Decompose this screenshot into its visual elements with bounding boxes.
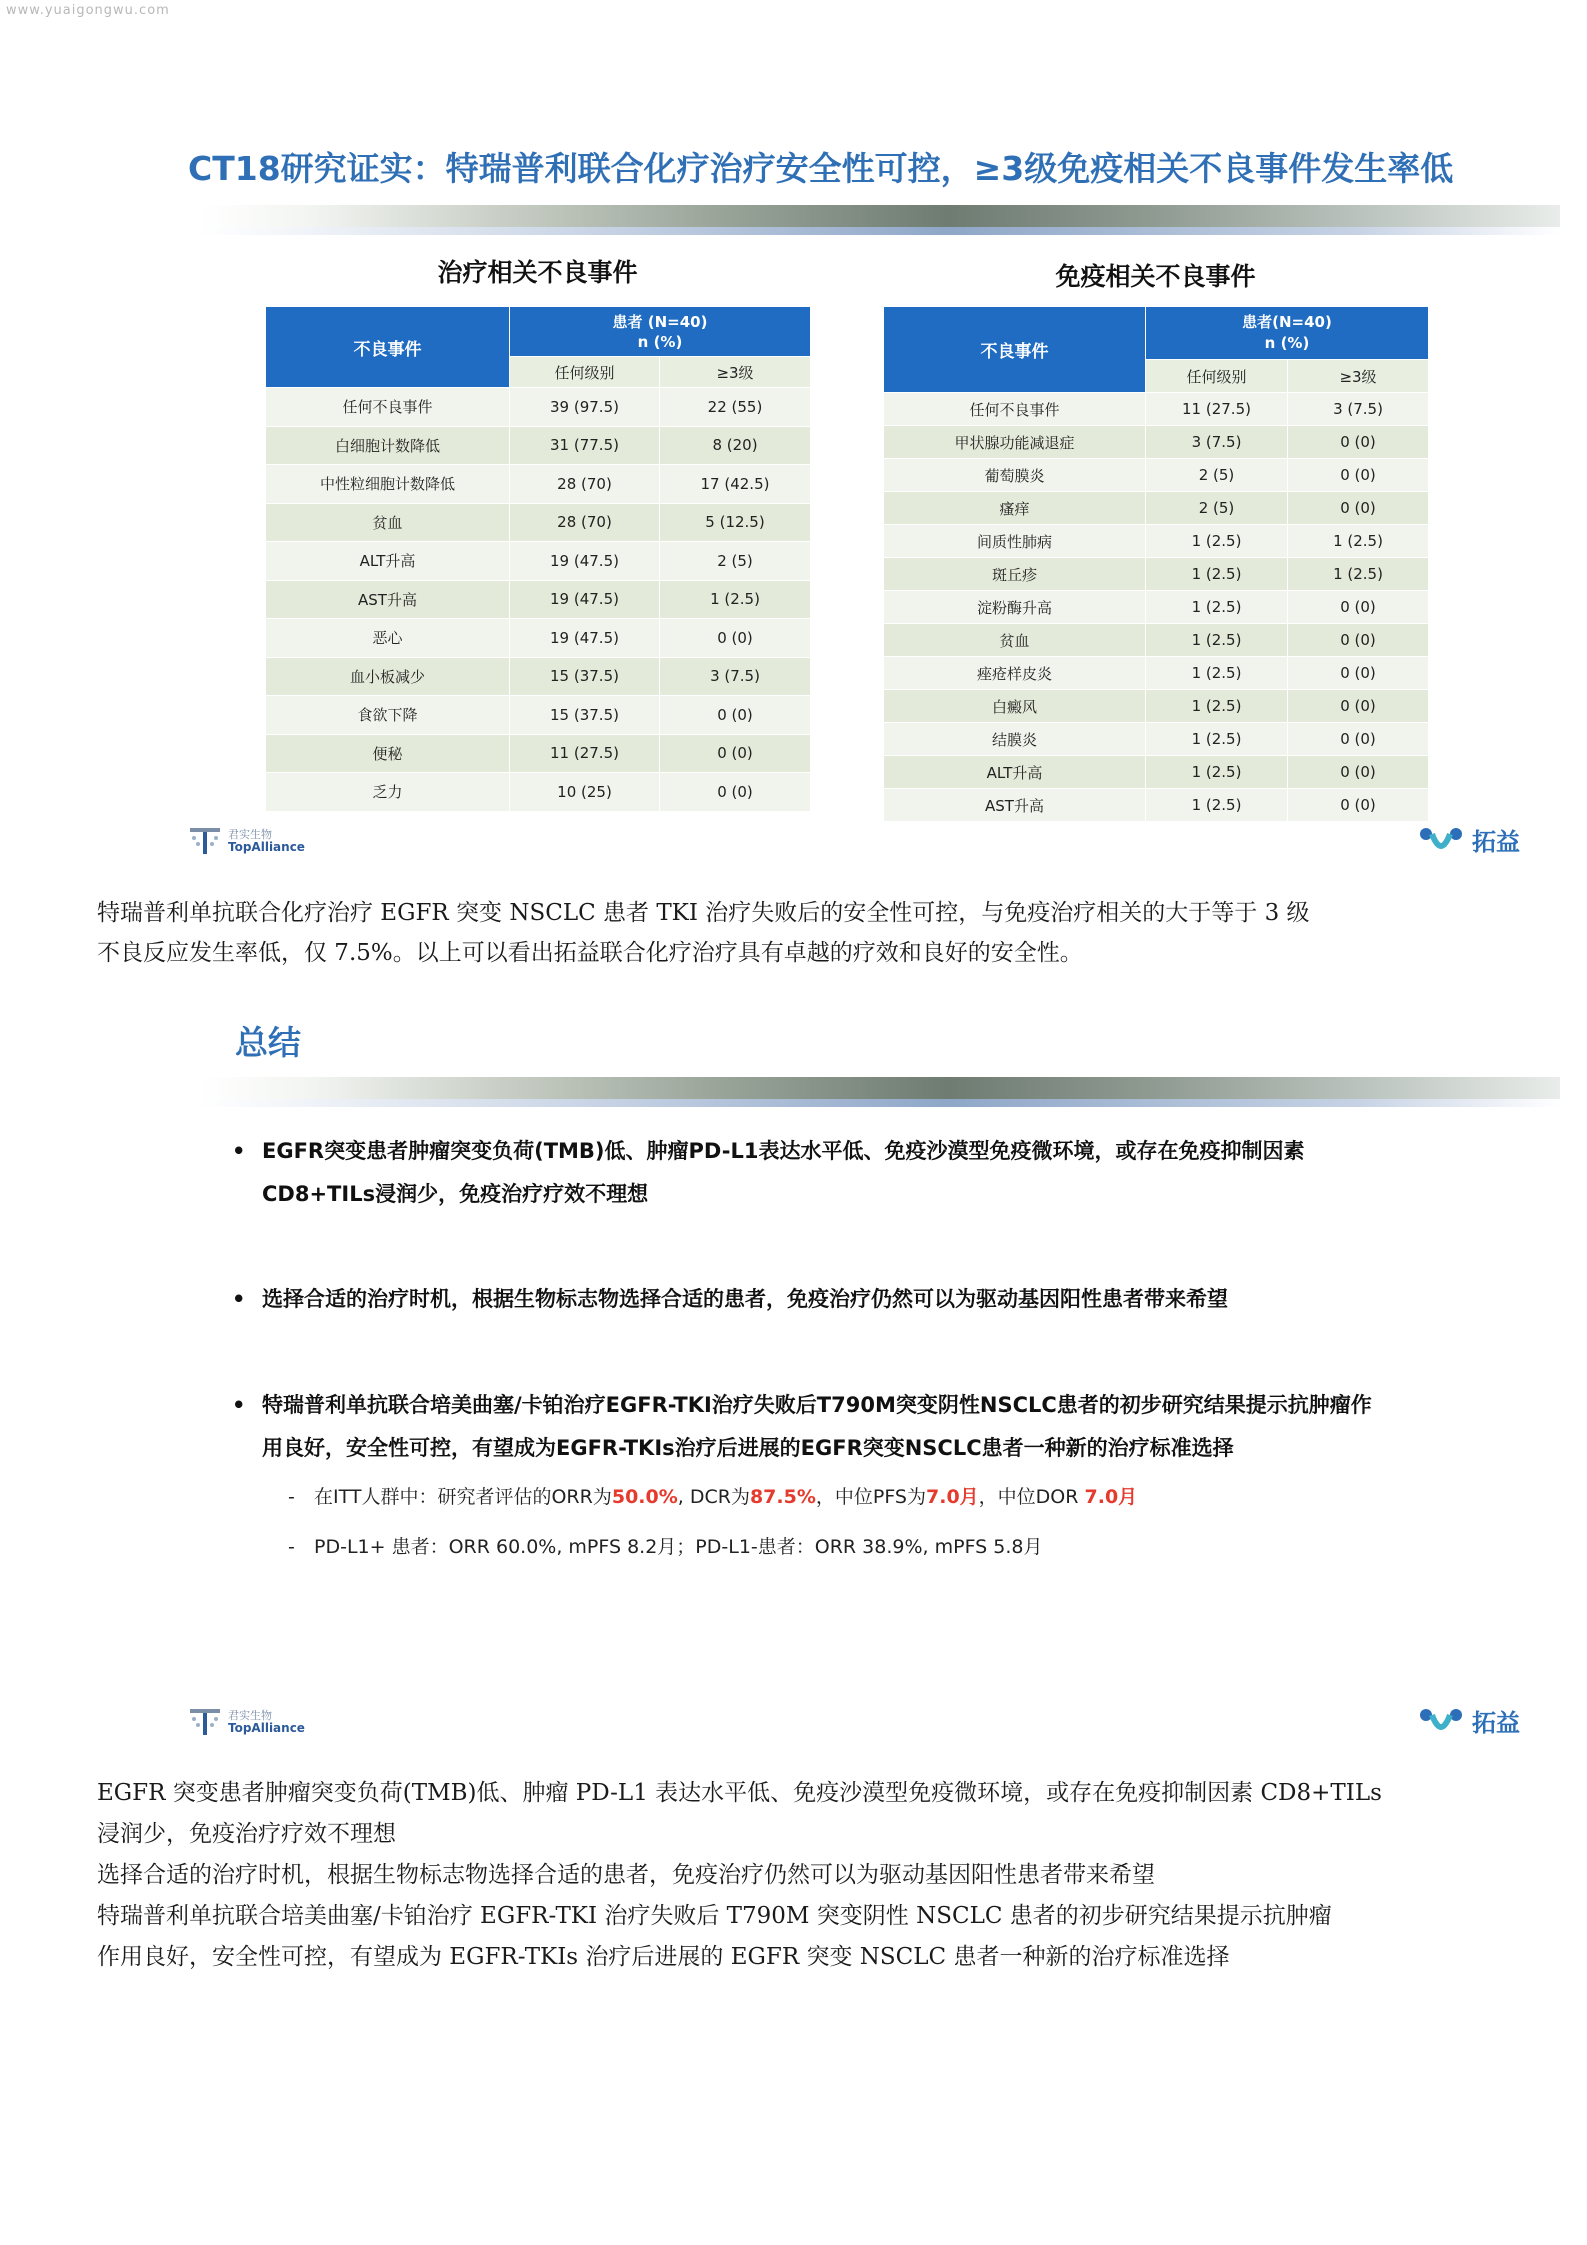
topalliance-mark-icon <box>188 1707 222 1737</box>
table-row <box>884 657 1429 690</box>
grade3-cell: 0 (0) <box>1288 657 1429 690</box>
event-cell: 恶心 <box>266 619 510 658</box>
paragraph-2-line4: 特瑞普利单抗联合培美曲塞/卡铂治疗 EGFR-TKI 治疗失败后 T790M 突变阴性 NSCLC 患者的初步研究结果提示抗肿瘤 <box>97 1903 1332 1929</box>
sub1-text3: ，中位PFS为 <box>815 1486 926 1508</box>
table-row <box>884 756 1429 789</box>
logo-cn: 君实生物 <box>228 1709 272 1722</box>
table-row <box>884 492 1429 525</box>
sub-dash: - <box>288 1486 295 1508</box>
table-row <box>884 624 1429 657</box>
topalliance-logo <box>188 1707 305 1737</box>
paragraph-2-line2: 浸润少，免疫治疗疗效不理想 <box>97 1821 396 1847</box>
treatment-ae-table <box>265 306 811 812</box>
table-row <box>884 426 1429 459</box>
tuoyi-logo-text: 拓益 <box>1472 1709 1520 1737</box>
col-event-header: 不良事件 <box>884 307 1146 393</box>
paragraph-2-line1: EGFR 突变患者肿瘤突变负荷(TMB)低、肿瘤 PD-L1 表达水平低、免疫沙漠型免疫微环境，或存在免疫抑制因素 CD8+TILs <box>97 1780 1382 1806</box>
col-group-header <box>1146 307 1429 360</box>
grade3-cell: 1 (2.5) <box>1288 525 1429 558</box>
pfs-value: 7.0月 <box>926 1486 979 1508</box>
paragraph-2-line5: 作用良好，安全性可控，有望成为 EGFR-TKIs 治疗后进展的 EGFR 突变 NSCLC 患者一种新的治疗标准选择 <box>97 1944 1230 1970</box>
immune-ae-table <box>883 306 1429 822</box>
col-grade3: ≥3级 <box>660 357 811 388</box>
col-group-label: 患者(N=40) <box>1242 313 1332 331</box>
table-row <box>266 734 811 773</box>
any-grade-cell: 19 (47.5) <box>510 619 660 658</box>
event-cell: 血小板减少 <box>266 657 510 696</box>
bullet-3-line1: 特瑞普利单抗联合培美曲塞/卡铂治疗EGFR-TKI治疗失败后T790M突变阴性NSCLC患者的初步研究结果提示抗肿瘤作 <box>262 1393 1372 1417</box>
table-row <box>884 723 1429 756</box>
event-cell: ALT升高 <box>884 756 1146 789</box>
table-row <box>266 657 811 696</box>
any-grade-cell: 15 (37.5) <box>510 657 660 696</box>
any-grade-cell: 2 (5) <box>1146 492 1288 525</box>
any-grade-cell: 19 (47.5) <box>510 542 660 581</box>
topalliance-mark-icon <box>188 826 222 856</box>
event-cell: 贫血 <box>266 503 510 542</box>
grade3-cell: 22 (55) <box>660 388 811 427</box>
grade3-cell: 0 (0) <box>660 696 811 735</box>
event-cell: 斑丘疹 <box>884 558 1146 591</box>
grade3-cell: 0 (0) <box>660 773 811 812</box>
table-row <box>266 773 811 812</box>
grade3-cell: 0 (0) <box>1288 426 1429 459</box>
topalliance-logo <box>188 826 305 856</box>
grade3-cell: 0 (0) <box>660 619 811 658</box>
any-grade-cell: 15 (37.5) <box>510 696 660 735</box>
right-table-body <box>884 393 1429 822</box>
event-cell: 贫血 <box>884 624 1146 657</box>
grade3-cell: 0 (0) <box>1288 723 1429 756</box>
table-row <box>266 426 811 465</box>
paragraph-2 <box>97 1773 1537 1978</box>
bullet-1-line2: CD8+TILs浸润少，免疫治疗疗效不理想 <box>262 1182 649 1206</box>
col-grade3: ≥3级 <box>1288 360 1429 393</box>
any-grade-cell: 31 (77.5) <box>510 426 660 465</box>
event-cell: 瘙痒 <box>884 492 1146 525</box>
dcr-value: 87.5% <box>749 1486 816 1508</box>
any-grade-cell: 1 (2.5) <box>1146 525 1288 558</box>
any-grade-cell: 1 (2.5) <box>1146 558 1288 591</box>
slide1-title: CT18研究证实：特瑞普利联合化疗治疗安全性可控，≥3级免疫相关不良事件发生率低 <box>188 149 1454 188</box>
event-cell: 乏力 <box>266 773 510 812</box>
tuoyi-logo <box>1418 822 1520 857</box>
event-cell: AST升高 <box>266 580 510 619</box>
any-grade-cell: 1 (2.5) <box>1146 657 1288 690</box>
event-cell: 任何不良事件 <box>884 393 1146 426</box>
grade3-cell: 5 (12.5) <box>660 503 811 542</box>
summary-bullet-2 <box>232 1278 1512 1321</box>
event-cell: 任何不良事件 <box>266 388 510 427</box>
grade3-cell: 0 (0) <box>1288 624 1429 657</box>
paragraph-1 <box>97 893 1517 973</box>
grade3-cell: 1 (2.5) <box>1288 558 1429 591</box>
event-cell: 食欲下降 <box>266 696 510 735</box>
event-cell: 结膜炎 <box>884 723 1146 756</box>
paragraph-1-line1: 特瑞普利单抗联合化疗治疗 EGFR 突变 NSCLC 患者 TKI 治疗失败后的安全性可控，与免疫治疗相关的大于等于 3 级 <box>97 900 1310 926</box>
summary-subitem-1 <box>288 1482 1138 1512</box>
any-grade-cell: 3 (7.5) <box>1146 426 1288 459</box>
tuoyi-mark-icon <box>1418 824 1464 856</box>
table-row <box>884 393 1429 426</box>
grade3-cell: 0 (0) <box>1288 789 1429 822</box>
paragraph-1-line2: 不良反应发生率低，仅 7.5%。以上可以看出拓益联合化疗治疗具有卓越的疗效和良好的安全性。 <box>97 940 1083 966</box>
any-grade-cell: 1 (2.5) <box>1146 723 1288 756</box>
any-grade-cell: 28 (70) <box>510 465 660 504</box>
any-grade-cell: 1 (2.5) <box>1146 690 1288 723</box>
grade3-cell: 3 (7.5) <box>1288 393 1429 426</box>
any-grade-cell: 11 (27.5) <box>510 734 660 773</box>
grade3-cell: 1 (2.5) <box>660 580 811 619</box>
tuoyi-logo <box>1418 1703 1520 1738</box>
bullet-dot: • <box>232 1287 246 1311</box>
any-grade-cell: 28 (70) <box>510 503 660 542</box>
watermark: www.yuaigongwu.com <box>6 3 170 18</box>
table-row <box>884 789 1429 822</box>
orr-value: 50.0% <box>611 1486 678 1508</box>
dor-value: 7.0月 <box>1084 1486 1138 1508</box>
bullet-2-text: 选择合适的治疗时机，根据生物标志物选择合适的患者，免疫治疗仍然可以为驱动基因阳性患者带来希望 <box>262 1287 1228 1311</box>
event-cell: 葡萄膜炎 <box>884 459 1146 492</box>
grade3-cell: 17 (42.5) <box>660 465 811 504</box>
event-cell: 痤疮样皮炎 <box>884 657 1146 690</box>
grade3-cell: 2 (5) <box>660 542 811 581</box>
grade3-cell: 0 (0) <box>1288 591 1429 624</box>
sub1-text1: 在ITT人群中：研究者评估的ORR为 <box>314 1486 612 1508</box>
grade3-cell: 0 (0) <box>1288 492 1429 525</box>
table-row <box>266 465 811 504</box>
table-row <box>884 525 1429 558</box>
any-grade-cell: 11 (27.5) <box>1146 393 1288 426</box>
any-grade-cell: 1 (2.5) <box>1146 624 1288 657</box>
grade3-cell: 8 (20) <box>660 426 811 465</box>
col-group-unit: n (%) <box>1264 334 1310 352</box>
event-cell: 白细胞计数降低 <box>266 426 510 465</box>
tuoyi-logo-text: 拓益 <box>1472 828 1520 856</box>
col-group-label: 患者 (N=40) <box>612 312 708 331</box>
sub2-text: PD-L1+ 患者：ORR 60.0%, mPFS 8.2月；PD-L1-患者：ORR 38.9%, mPFS 5.8月 <box>314 1536 1043 1558</box>
tuoyi-mark-icon <box>1418 1705 1464 1737</box>
logo-en: TopAlliance <box>228 1721 305 1735</box>
any-grade-cell: 1 (2.5) <box>1146 591 1288 624</box>
slide2-banner <box>200 1077 1560 1107</box>
table-row <box>266 542 811 581</box>
grade3-cell: 3 (7.5) <box>660 657 811 696</box>
sub1-text4: ，中位DOR <box>978 1486 1085 1508</box>
slide2-title: 总结 <box>235 1023 301 1062</box>
slide1-banner <box>200 205 1560 235</box>
table-row <box>884 690 1429 723</box>
summary-bullet-3 <box>232 1384 1512 1470</box>
table-row <box>266 580 811 619</box>
grade3-cell: 0 (0) <box>1288 756 1429 789</box>
table-row <box>884 459 1429 492</box>
any-grade-cell: 1 (2.5) <box>1146 756 1288 789</box>
col-any-grade: 任何级别 <box>510 357 660 388</box>
sub1-text2: , DCR为 <box>677 1486 750 1508</box>
table-row <box>266 696 811 735</box>
any-grade-cell: 10 (25) <box>510 773 660 812</box>
event-cell: 中性粒细胞计数降低 <box>266 465 510 504</box>
left-table-heading: 治疗相关不良事件 <box>437 258 638 287</box>
paragraph-2-line3: 选择合适的治疗时机，根据生物标志物选择合适的患者，免疫治疗仍然可以为驱动基因阳性患者带来希望 <box>97 1862 1155 1888</box>
table-row <box>266 388 811 427</box>
event-cell: 甲状腺功能减退症 <box>884 426 1146 459</box>
bullet-1-line1: EGFR突变患者肿瘤突变负荷(TMB)低、肿瘤PD-L1表达水平低、免疫沙漠型免疫微环境，或存在免疫抑制因素 <box>262 1139 1305 1163</box>
bullet-dot: • <box>232 1139 246 1163</box>
logo-en: TopAlliance <box>228 840 305 854</box>
event-cell: 淀粉酶升高 <box>884 591 1146 624</box>
event-cell: 间质性肺病 <box>884 525 1146 558</box>
right-table-heading: 免疫相关不良事件 <box>1055 262 1256 291</box>
col-group-header <box>510 307 811 357</box>
event-cell: 便秘 <box>266 734 510 773</box>
any-grade-cell: 19 (47.5) <box>510 580 660 619</box>
bullet-dot: • <box>232 1393 246 1417</box>
sub-dash: - <box>288 1536 295 1558</box>
col-event-header: 不良事件 <box>266 307 510 388</box>
table-row <box>884 558 1429 591</box>
table-row <box>266 503 811 542</box>
table-row <box>884 591 1429 624</box>
any-grade-cell: 2 (5) <box>1146 459 1288 492</box>
grade3-cell: 0 (0) <box>1288 459 1429 492</box>
event-cell: 白癜风 <box>884 690 1146 723</box>
grade3-cell: 0 (0) <box>660 734 811 773</box>
left-table-body <box>266 388 811 812</box>
summary-bullet-1 <box>232 1130 1512 1216</box>
col-any-grade: 任何级别 <box>1146 360 1288 393</box>
event-cell: ALT升高 <box>266 542 510 581</box>
grade3-cell: 0 (0) <box>1288 690 1429 723</box>
event-cell: AST升高 <box>884 789 1146 822</box>
col-group-unit: n (%) <box>637 332 683 351</box>
bullet-3-line2: 用良好，安全性可控，有望成为EGFR-TKIs治疗后进展的EGFR突变NSCLC患者一种新的治疗标准选择 <box>262 1436 1234 1460</box>
any-grade-cell: 39 (97.5) <box>510 388 660 427</box>
logo-cn: 君实生物 <box>228 828 272 841</box>
table-row <box>266 619 811 658</box>
summary-subitem-2 <box>288 1532 1043 1562</box>
any-grade-cell: 1 (2.5) <box>1146 789 1288 822</box>
